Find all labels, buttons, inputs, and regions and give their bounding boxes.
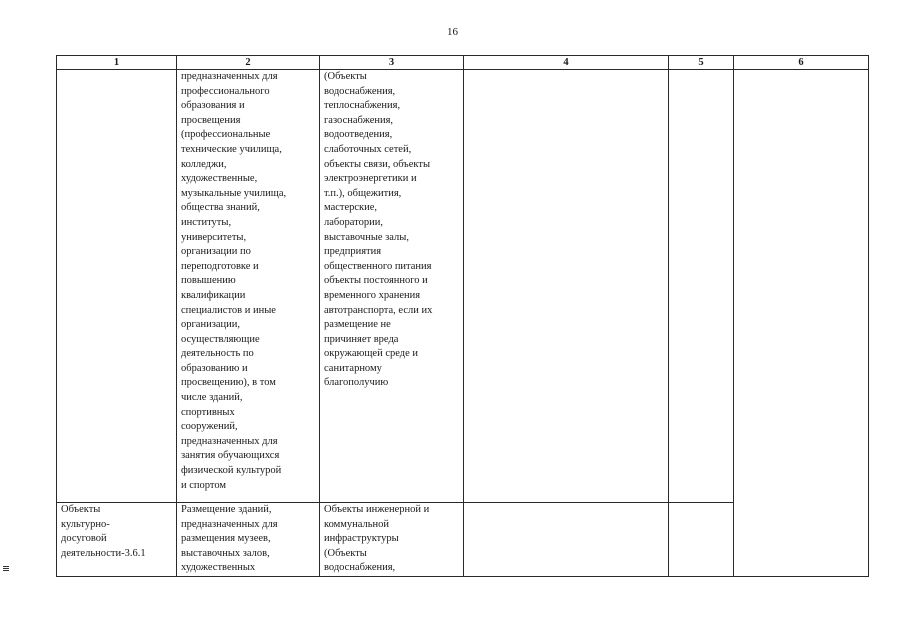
column-header-3: 3 xyxy=(320,56,464,70)
column-header-1: 1 xyxy=(57,56,177,70)
row1-col4-cell xyxy=(464,70,669,503)
table-header-row xyxy=(57,56,869,70)
page-number: 16 xyxy=(447,26,458,38)
column-header-2: 2 xyxy=(177,56,320,70)
row2-description-cell xyxy=(177,503,320,577)
row1-description-cell xyxy=(177,70,320,503)
merged-col6-cell xyxy=(734,70,869,577)
row1-auxiliary-cell xyxy=(320,70,464,503)
row1-use-type-cell xyxy=(57,70,177,503)
row1-col5-cell xyxy=(669,70,734,503)
row2-auxiliary-cell xyxy=(320,503,464,577)
scan-margin-mark-icon xyxy=(3,566,9,571)
row2-col4-cell xyxy=(464,503,669,577)
row2-description-text: Размещение зданий, предназначенных для размещения музеев, выставочных залов, художественных xyxy=(181,504,278,574)
row2-use-type-cell xyxy=(57,503,177,577)
column-header-4: 4 xyxy=(464,56,669,70)
row2-col5-cell xyxy=(669,503,734,577)
row1-auxiliary-text: (Объекты водоснабжения, теплоснабжения, газоснабжения, водоотведения, слаботочных сетей, объекты связи, объекты электроэнергетики и т.п.), общежития, мастерские, лаборатории, выставочные залы, предприятия общественного питания объекты постоянного и временного хранения автотранспорта, если их размещение не причиняет вреда окружающей среде и санитарному благополучию xyxy=(324,71,433,389)
land-use-table xyxy=(56,55,869,577)
column-header-6: 6 xyxy=(734,56,869,70)
column-header-5: 5 xyxy=(669,56,734,70)
row2-auxiliary-text: Объекты инженерной и коммунальной инфраструктуры (Объекты водоснабжения, xyxy=(324,504,430,574)
row1-description-text: предназначенных для профессионального образования и просвещения (профессиональные технические училища, колледжи, художественные, музыкальные училища, общества знаний, институты, университеты, организации по переподготовке и повышению квалификации специалистов и иные организации, осуществляющие деятельность по образованию и просвещению), в том числе зданий, спортивных сооружений, предназначенных для занятия обучающихся физической культурой и спортом xyxy=(181,71,287,491)
row2-use-type-text: Объекты культурно- досуговой деятельности-3.6.1 xyxy=(61,504,146,559)
table-row xyxy=(57,70,869,503)
